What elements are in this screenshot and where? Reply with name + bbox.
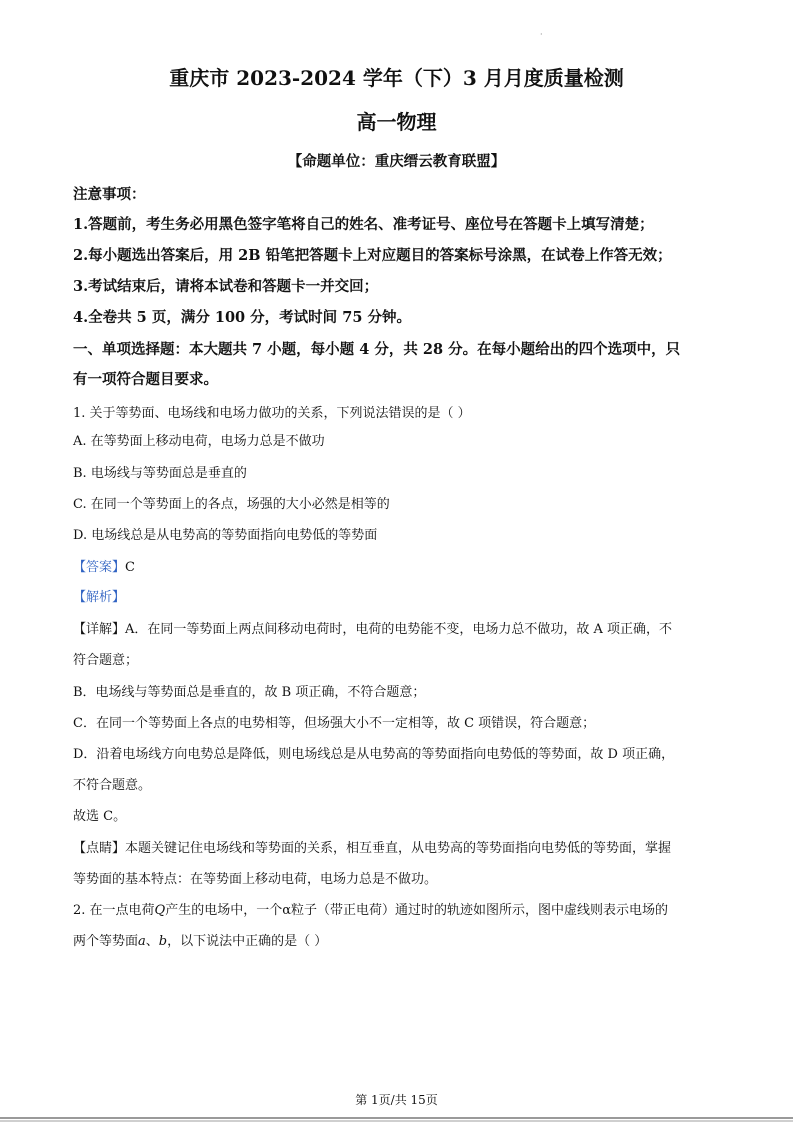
q2-text-1b: 产生的电场中，一个α粒子（带正电荷）通过时的轨迹如图所示，图中虚线则表示电场的 [165,903,668,918]
q2-var-q: Q [154,903,166,918]
q2-var-a: a [138,934,146,949]
answer-tag: 【答案】 [73,560,126,575]
detail-line-5: D．沿着电场线方向电势总是降低，则电场线总是从电势高的等势面指向电势低的等势面，故 D 项正确， [73,747,675,762]
notice-item-3: 3.考试结束后，请将本试卷和答题卡一并交回； [73,278,379,295]
notice-item-4: 4.全卷共 5 页，满分 100 分，考试时间 75 分钟。 [73,309,411,326]
notice-item-1: 1.答题前，考生务必用黑色签字笔将自己的姓名、准考证号、座位号在答题卡上填写清楚； [73,216,654,233]
q2-text-2b: ，以下说法中正确的是（ ） [167,934,328,949]
q2-text-2a: 两个等势面 [73,934,139,949]
question-2-stem-line2 [73,930,327,949]
analysis-tag: 【解析】 [73,590,126,605]
comment-line-1 [73,837,671,856]
q2-var-b: b [158,934,168,949]
notice-item-2: 2.每小题选出答案后，用 2B 铅笔把答题卡上对应题目的答案标号涂黑，在试卷上作答无效； [73,247,672,264]
question-1-option-d: D. 电场线总是从电势高的等势面指向电势低的等势面 [73,528,378,543]
detail-line-2: 符合题意； [73,653,139,668]
choose-line: 故选 C。 [73,809,127,824]
scan-mark: · [540,30,543,39]
issuing-unit: 【命题单位：重庆缙云教育联盟】 [287,153,506,170]
question-1-option-c: C. 在同一个等势面上的各点，场强的大小必然是相等的 [73,497,390,512]
q2-separator: 、 [145,934,159,949]
detail-tag: 【详解】 [73,622,126,637]
answer-line [73,556,135,575]
detail-line-3: B．电场线与等势面总是垂直的，故 B 项正确，不符合题意； [73,685,426,700]
question-1-option-a: A. 在等势面上移动电荷，电场力总是不做功 [73,434,325,449]
detail-line-6: 不符合题意。 [73,778,152,793]
comment-line-2: 等势面的基本特点：在等势面上移动电荷，电场力总是不做功。 [73,872,438,887]
comment-tag: 【点睛】 [73,841,126,856]
notice-heading: 注意事项： [73,186,146,203]
page-footer: 第 1页/共 15页 [355,1093,438,1107]
comment-text-1: 本题关键记住电场线和等势面的关系，相互垂直，从电势高的等势面指向电势低的等势面，掌握 [125,841,672,856]
question-1-option-b: B. 电场线与等势面总是垂直的 [73,466,247,481]
question-1-stem: 1. 关于等势面、电场线和电场力做功的关系，下列说法错误的是（ ） [73,406,471,421]
bottom-rule [0,1117,793,1119]
answer-value: C [125,560,135,575]
section-heading-line1: 一、单项选择题：本大题共 7 小题，每小题 4 分，共 28 分。在每小题给出的四个选项中，只 [73,341,681,358]
question-2-stem-line1 [73,899,668,918]
q2-text-1a: 2. 在一点电荷 [73,903,155,918]
detail-line-1 [73,618,672,637]
section-heading-line2: 有一项符合题目要求。 [73,371,218,388]
subject-title: 高一物理 [356,110,437,134]
exam-title: 重庆市 2023-2024 学年（下）3 月月度质量检测 [169,66,624,90]
detail-text-a: A．在同一等势面上两点间移动电荷时，电荷的电势能不变，电场力总不做功，故 A 项正确，不 [125,622,673,637]
detail-line-4: C．在同一个等势面上各点的电势相等，但场强大小不一定相等，故 C 项错误，符合题意； [73,716,596,731]
